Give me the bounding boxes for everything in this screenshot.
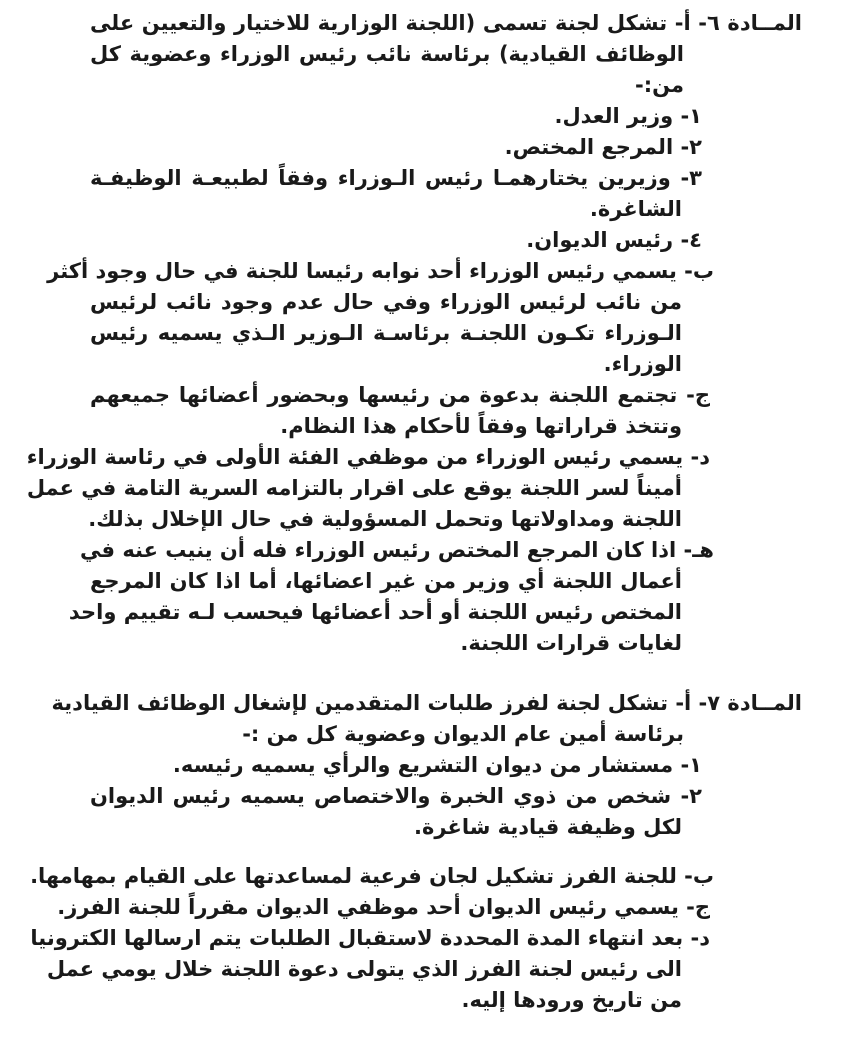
- spacer: [90, 843, 802, 861]
- article-6-para-e-cont: أعمال اللجنة أي وزير من غير اعضائها، أما اذا كان المرجع: [90, 569, 682, 593]
- article-7-item-2: ٢- شخص من ذوي الخبرة والاختصاص يسميه رئيس الديوان: [90, 784, 702, 808]
- article-7-para-d-cont: من تاريخ ورودها إليه.: [461, 988, 682, 1012]
- article-6-para-e-cont: المختص رئيس اللجنة أو أحد أعضائها فيحسب لـه تقييم واحد: [68, 600, 682, 624]
- article-6-para-b-cont: الـوزراء تكـون اللجنـة برئاسـة الـوزير الـذي يسميه رئيس: [90, 321, 682, 345]
- article-6-para-b: ب- يسمي رئيس الوزراء أحد نوابه رئيسا للجنة في حال وجود أكثر: [47, 259, 714, 283]
- document-page: [26, 8, 803, 1016]
- article-7-heading-line: المــادة ٧- أ- تشكل لجنة لفرز طلبات المتقدمين لإشغال الوظائف القيادية: [51, 691, 802, 715]
- article-6-item-2: ٢- المرجع المختص.: [504, 135, 702, 159]
- article-6-para-d: د- يسمي رئيس الوزراء من موظفي الفئة الأولى في رئاسة الوزراء: [26, 445, 710, 469]
- spacer: [90, 659, 802, 688]
- article-6-item-1: ١- وزير العدل.: [554, 104, 702, 128]
- article-7-para-d: د- بعد انتهاء المدة المحددة لاستقبال الطلبات يتم ارسالها الكترونيا: [30, 926, 710, 950]
- article-6: [26, 8, 803, 659]
- article-7-para-c: ج- يسمي رئيس الديوان أحد موظفي الديوان مقرراً للجنة الفرز.: [57, 895, 710, 919]
- article-6-para-b-cont: من نائب لرئيس الوزراء وفي حال عدم وجود نائب لرئيس: [90, 290, 682, 314]
- article-6-line: الوظائف القيادية) برئاسة نائب رئيس الوزراء وعضوية كل: [90, 42, 684, 66]
- article-6-item-3: ٣- وزيرين يختارهمـا رئيس الـوزراء وفقاً لطبيعـة الوظيفـة: [90, 166, 702, 190]
- article-7-item-1: ١- مستشار من ديوان التشريع والرأي يسميه رئيسه.: [172, 753, 702, 777]
- article-6-item-3-cont: الشاغرة.: [589, 197, 682, 221]
- article-6-para-e: هـ- اذا كان المرجع المختص رئيس الوزراء فله أن ينيب عنه في: [80, 538, 714, 562]
- article-7: [30, 688, 802, 1016]
- article-6-para-d-cont: اللجنة ومداولاتها وتحمل المسؤولية في حال الإخلال بذلك.: [88, 507, 682, 531]
- article-6-para-c-cont: وتتخذ قراراتها وفقاً لأحكام هذا النظام.: [280, 414, 682, 438]
- article-7-para-d-cont: الى رئيس لجنة الفرز الذي يتولى دعوة اللجنة خلال يومي عمل: [46, 957, 682, 981]
- article-7-para-b: ب- للجنة الفرز تشكيل لجان فرعية لمساعدتها على القيام بمهامها.: [30, 864, 714, 888]
- article-6-para-d-cont: أميناً لسر اللجنة يوقع على اقرار بالتزامه السرية التامة في عمل: [26, 476, 682, 500]
- article-6-para-c: ج- تجتمع اللجنة بدعوة من رئيسها وبحضور أعضائها جميعهم: [90, 383, 710, 407]
- article-6-heading-line: المــادة ٦- أ- تشكل لجنة تسمى (اللجنة الوزارية للاختيار والتعيين على: [90, 11, 803, 35]
- article-6-item-4: ٤- رئيس الديوان.: [526, 228, 702, 252]
- article-6-line: من:-: [634, 73, 684, 97]
- article-7-line: برئاسة أمين عام الديوان وعضوية كل من :-: [242, 722, 684, 746]
- article-6-para-e-cont: لغايات قرارات اللجنة.: [460, 631, 682, 655]
- article-7-item-2-cont: لكل وظيفة قيادية شاغرة.: [414, 815, 682, 839]
- article-6-para-b-cont: الوزراء.: [603, 352, 682, 376]
